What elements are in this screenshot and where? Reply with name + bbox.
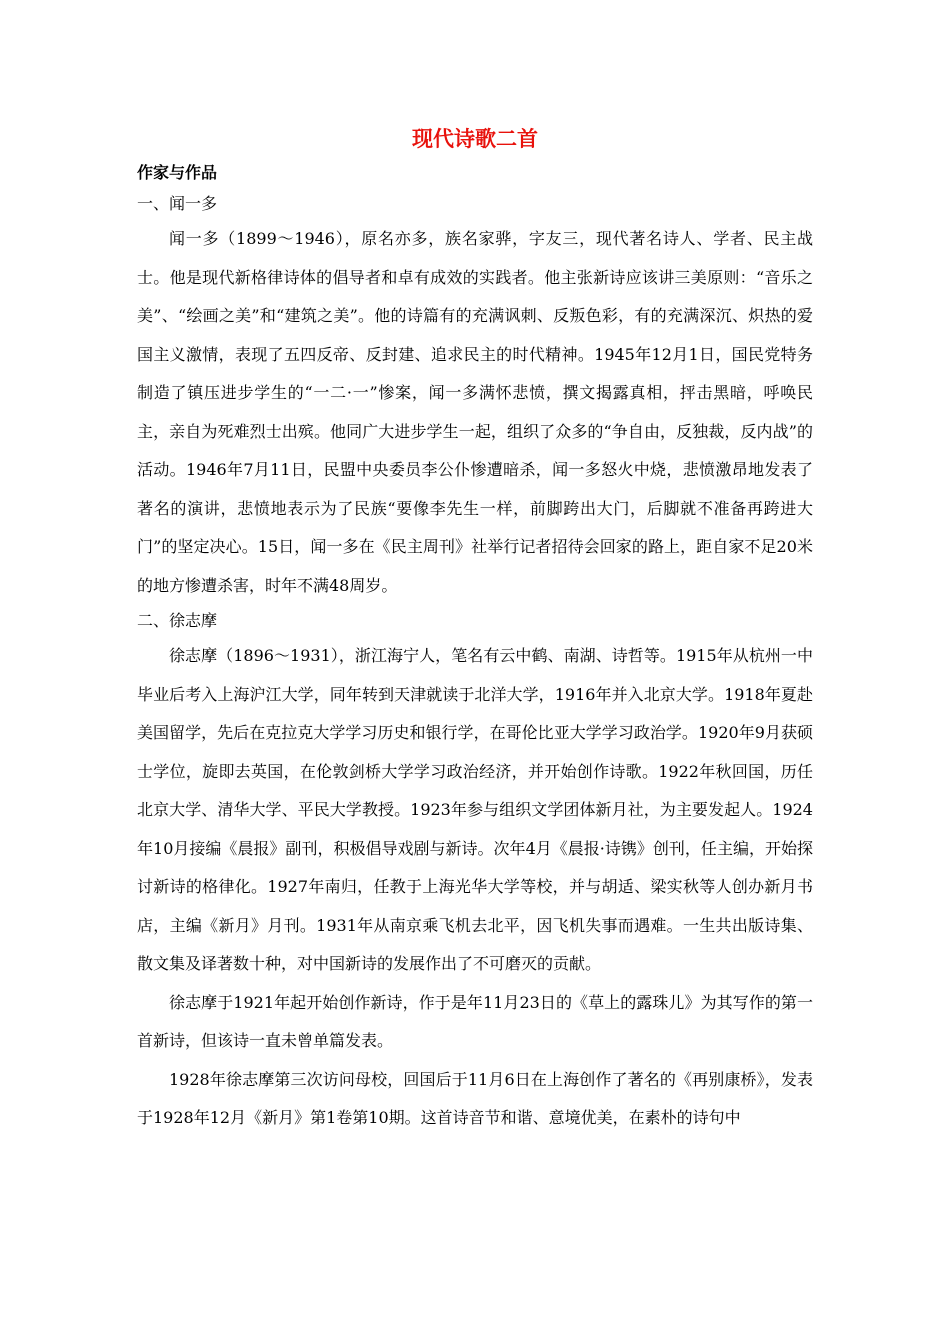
poet1-heading: 一、闻一多 bbox=[137, 194, 218, 213]
document-title: 现代诗歌二首 bbox=[412, 127, 538, 151]
poet2-paragraph-2: 徐志摩于1921年起开始创作新诗，作于是年11月23日的《草上的露珠儿》为其写作的第一首新诗，但该诗一直未曾单篇发表。 bbox=[137, 992, 813, 1050]
poet1-paragraph: 闻一多（1899～1946），原名亦多，族名家骅，字友三，现代著名诗人、学者、民主战士。他是现代新格律诗体的倡导者和卓有成效的实践者。他主张新诗应该讲三美原则：“音乐之美”、“绘画之美”和“建筑之美”。他的诗篇有的充满讽刺、反叛色彩，有的充满深沉、炽热的爱国主义激情，表现了五四反帝、反封建、追求民主的时代精神。1945年12月1日，国民党特务制造了镇压进步学生的“一二·一”惨案，闻一多满怀悲愤，撰文揭露真相，抨击黑暗，呼唤民主，亲自为死难烈士出殡。他同广大进步学生一起，组织了众多的“争自由，反独裁，反内战”的活动。1946年7月11日，民盟中央委员李公仆惨遭暗杀，闻一多怒火中烧，悲愤激昂地发表了著名的演讲，悲愤地表示为了民族“要像李先生一样，前脚跨出大门，后脚就不准备再跨进大门”的坚定决心。15日，闻一多在《民主周刊》社举行记者招待会回家的路上，距自家不足20米的地方惨遭杀害，时年不满48周岁。 bbox=[137, 229, 813, 595]
section-heading: 作家与作品 bbox=[137, 163, 218, 182]
document-body bbox=[137, 158, 813, 1138]
poet2-paragraph-1: 徐志摩（1896～1931），浙江海宁人，笔名有云中鹤、南湖、诗哲等。1915年从杭州一中毕业后考入上海沪江大学，同年转到天津就读于北洋大学，1916年并入北京大学。1918年夏赴美国留学，先后在克拉克大学学习历史和银行学，在哥伦比亚大学学习政治学。1920年9月获硕士学位，旋即去英国，在伦敦剑桥大学学习政治经济，并开始创作诗歌。1922年秋回国，历任北京大学、清华大学、平民大学教授。1923年参与组织文学团体新月社，为主要发起人。1924年10月接编《晨报》副刊，积极倡导戏剧与新诗。次年4月《晨报·诗镌》创刊，任主编，开始探讨新诗的格律化。1927年南归，任教于上海光华大学等校，并与胡适、梁实秋等人创办新月书店，主编《新月》月刊。1931年从南京乘飞机去北平，因飞机失事而遇难。一生共出版诗集、散文集及译著数十种，对中国新诗的发展作出了不可磨灭的贡献。 bbox=[137, 646, 813, 973]
poet2-paragraph-3: 1928年徐志摩第三次访问母校，回国后于11月6日在上海创作了著名的《再别康桥》，发表于1928年12月《新月》第1卷第10期。这首诗音节和谐、意境优美，在素朴的诗句中 bbox=[137, 1069, 813, 1127]
poet2-heading: 二、徐志摩 bbox=[137, 611, 218, 630]
